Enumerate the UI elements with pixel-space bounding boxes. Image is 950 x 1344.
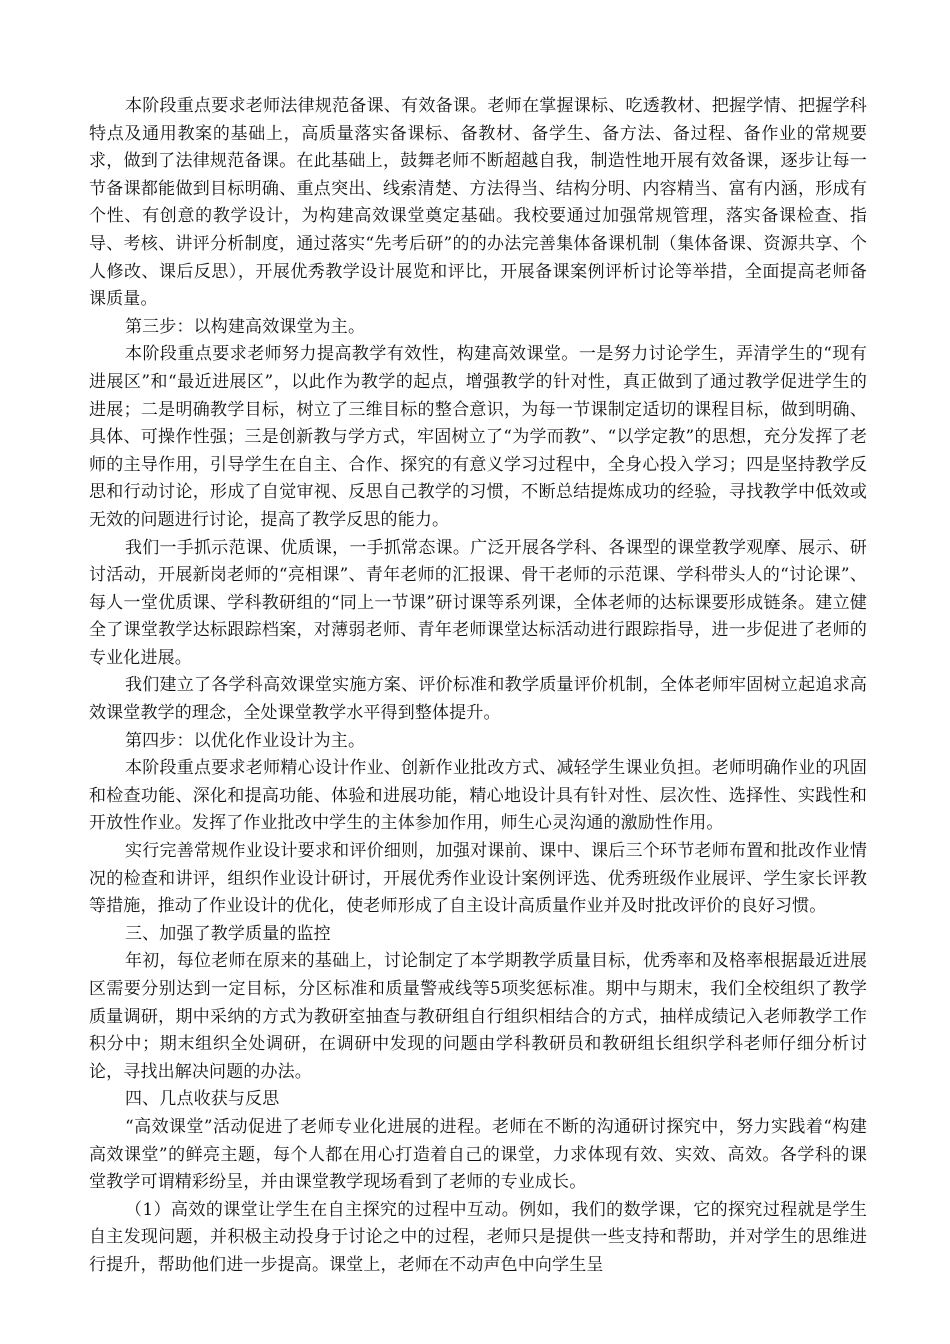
- paragraph-teacher-growth: “高效课堂”活动促进了老师专业化进展的进程。老师在不断的沟通研讨探究中，努力实践着“构建高效课堂”的鲜亮主题，每个人都在用心打造着自己的课堂，力求体现有效、实效、高效。各学科的课堂教学可谓精彩纷呈，并由课堂教学现场看到了老师的专业成长。: [89, 1116, 867, 1193]
- paragraph-lesson-prep: 本阶段重点要求老师法律规范备课、有效备课。老师在掌握课标、吃透教材、把握学情、把握学科特点及通用教案的基础上，高质量落实备课标、备教材、备学生、备方法、备过程、备作业的常规要求，做到了法律规范备课。在此基础上，鼓舞老师不断超越自我，制造性地开展有效备课，逐步让每一节备课都能做到目标明确、重点突出、线索清楚、方法得当、结构分明、内容精当、富有内涵，形成有个性、有创意的教学设计，为构建高效课堂奠定基础。我校要通过加强常规管理，落实备课检查、指导、考核、讲评分析制度，通过落实“先考后研”的的办法完善集体备课机制（集体备课、资源共享、个人修改、课后反思），开展优秀教学设计展览和评比，开展备课案例评析讨论等举措，全面提高老师备课质量。: [89, 96, 867, 310]
- paragraph-homework-design: 本阶段重点要求老师精心设计作业、创新作业批改方式、减轻学生课业负担。老师明确作业的巩固和检查功能、深化和提高功能、体验和进展功能，精心地设计具有针对性、层次性、选择性、实践性和开放性作业。发挥了作业批改中学生的主体参加作用，师生心灵沟通的激励性作用。: [89, 758, 867, 834]
- paragraph-homework-rules: 实行完善常规作业设计要求和评价细则，加强对课前、课中、课后三个环节老师布置和批改作业情况的检查和讲评，组织作业设计研讨，开展优秀作业设计案例评选、优秀班级作业展评、学生家长评教等措施，推动了作业设计的优化，使老师形成了自主设计高质量作业并及时批改评价的良好习惯。: [89, 841, 867, 917]
- heading-gains-reflection: 四、几点收获与反思: [125, 1089, 280, 1110]
- heading-step-four: 第四步：以优化作业设计为主。: [125, 730, 366, 751]
- document-page: [89, 93, 867, 1280]
- heading-step-three: 第三步：以构建高效课堂为主。: [125, 316, 366, 337]
- paragraph-demo-lessons: 我们一手抓示范课、优质课，一手抓常态课。广泛开展各学科、各课型的课堂教学观摩、展示、研讨活动，开展新岗老师的“亮相课”、青年老师的汇报课、骨干老师的示范课、学科带头人的“讨论课”、 每人一堂优质课、学科教研组的“同上一节课”研讨课等系列课，全体老师的达标课要形成链条。建立健全了课堂教学达标跟踪档案，对薄弱老师、青年老师课堂达标活动进行跟踪指导，进一步促进了老师的专业化进展。: [89, 537, 867, 668]
- paragraph-evaluation-system: 我们建立了各学科高效课堂实施方案、评价标准和教学质量评价机制，全体老师牢固树立起追求高效课堂教学的理念，全处课堂教学水平得到整体提升。: [89, 675, 867, 724]
- paragraph-student-inquiry: （1）高效的课堂让学生在自主探究的过程中互动。例如，我们的数学课，它的探究过程就是学生自主发现问题，并积极主动投身于讨论之中的过程，老师只是提供一些支持和帮助，并对学生的思维进行提升，帮助他们进一步提高。课堂上，老师在不动声色中向学生呈: [89, 1199, 867, 1275]
- paragraph-quality-targets: 年初，每位老师在原来的基础上，讨论制定了本学期教学质量目标，优秀率和及格率根据最近进展区需要分别达到一定目标，分区标准和质量警戒线等5项奖惩标准。期中与期末，我们全校组织了教学质量调研，期中采纳的方式为教研室抽查与教研组自行组织相结合的方式，抽样成绩记入老师教学工作积分中；期末组织全处调研，在调研中发现的问题由学科教研员和教研组长组织学科老师仔细分析讨论，寻找出解决问题的办法。: [89, 951, 867, 1082]
- heading-quality-monitoring: 三、加强了教学质量的监控: [125, 923, 331, 944]
- paragraph-efficient-classroom: 本阶段重点要求老师努力提高教学有效性，构建高效课堂。一是努力讨论学生，弄清学生的“现有进展区”和“最近进展区”，以此作为教学的起点，增强教学的针对性，真正做到了通过教学促进学生的进展；二是明确教学目标，树立了三维目标的整合意识，为每一节课制定适切的课程目标，做到明确、具体、可操作性强；三是创新教与学方式，牢固树立了“为学而教”、“以学定教”的思想，充分发挥了老师的主导作用，引导学生在自主、合作、探究的有意义学习过程中，全身心投入学习；四是坚持教学反思和行动讨论，形成了自觉审视、反思自己教学的习惯，不断总结提炼成功的经验，寻找教学中低效或无效的问题进行讨论，提高了教学反思的能力。: [89, 344, 867, 530]
